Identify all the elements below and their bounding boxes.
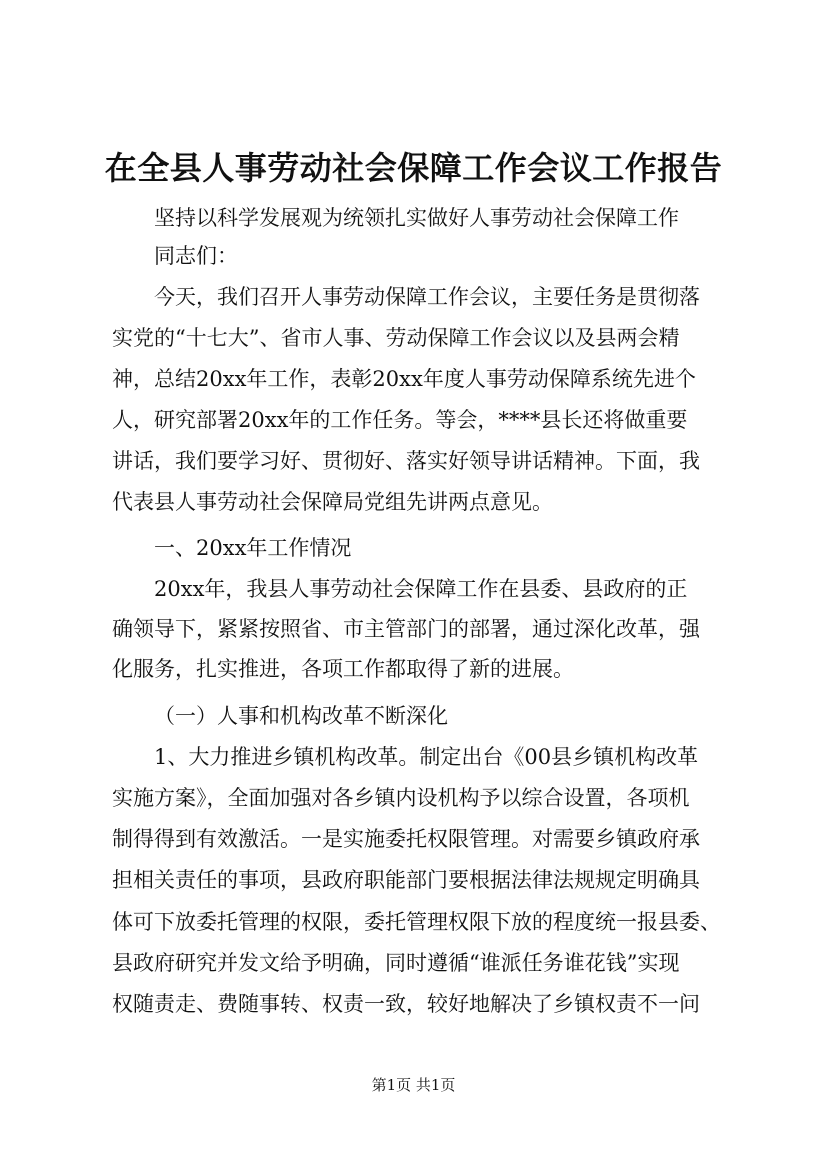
paragraph-line: 代表县人事劳动社会保障局党组先讲两点意见。	[112, 490, 553, 514]
paragraph-line: 县政府研究并发文给予明确，同时遵循“谁派任务谁花钱”实现	[112, 951, 680, 975]
paragraph-line: 制得得到有效激活。一是实施委托权限管理。对需要乡镇政府承	[112, 827, 700, 851]
salutation: 同志们：	[154, 244, 238, 268]
paragraph-line: 权随责走、费随事转、权责一致，较好地解决了乡镇权责不一问	[112, 992, 700, 1016]
section-heading: 一、20xx年工作情况	[154, 536, 352, 560]
paragraph-line: 今天，我们召开人事劳动保障工作会议，主要任务是贯彻落	[154, 285, 700, 309]
subsection-heading: （一）人事和机构改革不断深化	[154, 704, 448, 728]
paragraph-line: 实施方案》，全面加强对各乡镇内设机构予以综合设置，各项机	[112, 786, 690, 810]
paragraph-line: 神，总结20xx年工作，表彰20xx年度人事劳动保障系统先进个	[112, 367, 696, 391]
paragraph-line: 确领导下，紧紧按照省、市主管部门的部署，通过深化改革，强	[112, 617, 700, 641]
paragraph-line: 讲话，我们要学习好、贯彻好、落实好领导讲话精神。下面，我	[112, 449, 700, 473]
page-number-footer: 第1页 共1页	[371, 1076, 456, 1094]
paragraph-line: 20xx年，我县人事劳动社会保障工作在县委、县政府的正	[154, 577, 688, 601]
paragraph-line: 化服务，扎实推进，各项工作都取得了新的进展。	[112, 657, 574, 681]
paragraph-line: 人，研究部署20xx年的工作任务。等会，****县长还将做重要	[112, 408, 688, 432]
paragraph-line: 1、大力推进乡镇机构改革。制定出台《00县乡镇机构改革	[154, 745, 699, 769]
paragraph-line: 担相关责任的事项，县政府职能部门要根据法律法规规定明确具	[112, 868, 700, 892]
paragraph-line: 体可下放委托管理的权限，委托管理权限下放的程度统一报县委、	[112, 910, 721, 934]
paragraph-line: 实党的“十七大”、省市人事、劳动保障工作会议以及县两会精	[112, 326, 680, 350]
document-title: 在全县人事劳动社会保障工作会议工作报告	[104, 149, 723, 187]
document-subtitle: 坚持以科学发展观为统领扎实做好人事劳动社会保障工作	[154, 206, 679, 230]
